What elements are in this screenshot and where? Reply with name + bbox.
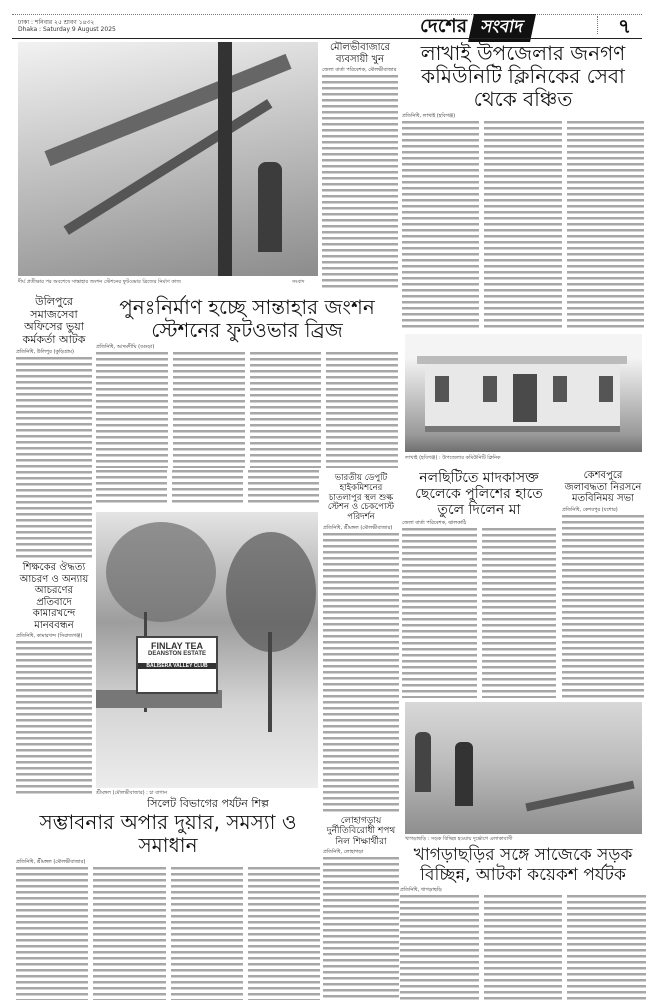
article-lohagara (323, 816, 399, 1000)
headline-teacher-protest: শিক্ষকের ঔদ্ধত্য আচরণ ও অন্যায় আচরণের প্রতিবাদে কামারখন্দে মানববন্ধন (19, 562, 89, 631)
byline-keshabpur: প্রতিনিধি, কেশবপুর (যশোর) (562, 506, 618, 513)
article-body-santahar-continued (248, 470, 319, 506)
headline-khagrachari: খাগড়াছড়ির সঙ্গে সাজেকে সড়ক বিচ্ছিন্ন, আটকা কয়েকশ পর্যটক (413, 845, 633, 885)
article-teacher-protest (16, 562, 92, 794)
section-title-part1: দেশের (420, 15, 468, 37)
byline-chatlapur: প্রতিনিধি, শ্রীমঙ্গল (মৌলভীবাজার) (323, 524, 393, 531)
headline-nalchiti: নলছিটিতে মাদকাসক্ত ছেলেকে পুলিশের হাতে তুলে দিলেন মা (415, 470, 543, 519)
flooded-road-photo (405, 702, 642, 834)
article-body-santahar (96, 352, 398, 468)
sign-line-2: DEANSTON ESTATE (147, 651, 206, 657)
article-body-lohagara (323, 857, 399, 1000)
article-body-ulipur (16, 357, 92, 558)
community-clinic-photo (405, 334, 642, 452)
footbridge-photo (18, 42, 318, 276)
byline-tourism: প্রতিনিধি, শ্রীমঙ্গল (মৌলভীবাজার) (16, 858, 86, 865)
byline-khagrachari: প্রতিনিধি, খাগড়াছড়ি (400, 887, 442, 894)
headline-chatlapur: ভারতীয় ডেপুটি হাইকমিশনের চাতলাপুর স্থল শুল্ক স্টেশন ও চেকপোস্ট পরিদর্শন (327, 473, 395, 523)
byline-lakhai: প্রতিনিধি, লাখাই (হবিগঞ্জ) (402, 113, 456, 119)
article-khagrachari (400, 846, 646, 1000)
header-date-bn: ঢাকা : শনিবার ২৫ শ্রাবণ ১৪৩২ (18, 19, 95, 26)
tea-estate-photo (96, 512, 318, 788)
kicker-tourism: সিলেট বিভাগের পর্যটন শিল্প (147, 797, 269, 810)
footbridge-photo-caption: দীর্ঘ প্রতীক্ষার পর অবশেষে সান্তাহার জংশন স্টেশনের ফুটওভার ব্রিজের নির্মাণ কাজ (18, 279, 181, 285)
sign-line-3: BALISERA VALLEY CLUB (138, 663, 216, 669)
article-keshabpur (562, 470, 644, 698)
article-chatlapur (323, 474, 399, 812)
byline-lohagara: প্রতিনিধি, লোহাগড়া (323, 849, 364, 856)
header-rule (12, 38, 642, 39)
byline-teacher-protest: প্রতিনিধি, কামারখন্দ (সিরাজগঞ্জ) (16, 633, 83, 639)
page-number-divider (597, 16, 598, 34)
header-dotted-rule (12, 14, 642, 15)
article-body-lakhai (402, 121, 644, 330)
photo-credit: সংবাদ (292, 279, 305, 285)
article-tourism (16, 798, 320, 1000)
community-clinic-photo-caption: লাখাই (হবিগঞ্জ) : উপজেলার কমিউনিটি ক্লিনিক (405, 455, 501, 461)
article-body-santahar-continued (172, 470, 243, 506)
headline-tourism: সম্ভাবনার অপার দুয়ার, সমস্যা ও সমাধান (39, 809, 297, 857)
byline-santahar: প্রতিনিধি, আদমদীঘি (বগুড়া) (96, 344, 155, 350)
headline-santahar: পুনঃনির্মাণ হচ্ছে সান্তাহার জংশন স্টেশনের ফুটওভার ব্রিজ (119, 295, 375, 342)
article-body-khagrachari (400, 895, 646, 1000)
estate-sign (136, 636, 218, 694)
header-date-en: Dhaka : Saturday 9 August 2025 (18, 26, 116, 33)
sign-line-1: FINLAY TEA (150, 641, 203, 651)
section-title (420, 12, 533, 44)
flooded-road-photo-caption: খাগড়াছড়ি : সড়ক বিচ্ছিন্ন হওয়ায় দুর্ভোগে এলাকাবাসী (405, 836, 513, 842)
article-body-moulvibazar (322, 75, 398, 290)
article-body-nalchiti (402, 528, 556, 698)
article-moulvibazar (322, 42, 398, 290)
headline-moulvibazar: মৌলভীবাজারে ব্যবসায়ী খুন (329, 42, 391, 65)
article-nalchiti (402, 470, 556, 698)
article-lakhai (402, 42, 644, 330)
article-body-tourism (16, 867, 320, 1000)
headline-lakhai: লাখাই উপজেলার জনগণ কমিউনিটি ক্লিনিকের সেবা থেকে বঞ্চিত (420, 41, 626, 111)
tea-estate-photo-caption: শ্রীমঙ্গল (মৌলভীবাজার) : চা বাগান (96, 790, 168, 796)
byline-ulipur: প্রতিনিধি, উলিপুর (কুড়িগ্রাম) (16, 348, 74, 355)
article-ulipur (16, 296, 92, 558)
headline-keshabpur: কেশবপুরে জলাবদ্ধতা নিরসনে মতবিনিময় সভা (564, 470, 642, 504)
section-title-part2: সংবাদ (468, 14, 536, 42)
article-body-santahar-continued (96, 470, 167, 506)
page-number: ৭ (618, 14, 632, 38)
byline-moulvibazar: জেলা বার্তা পরিবেশক, মৌলভীবাজার (322, 67, 397, 73)
article-body-chatlapur (323, 533, 399, 812)
article-body-keshabpur (562, 515, 644, 699)
headline-ulipur: উলিপুরে সমাজসেবা অফিসের ভুয়া কর্মকর্তা আটক (22, 295, 86, 346)
headline-lohagara: লোহাগড়ায় দুর্নীতিবিরোধী শপথ নিল শিক্ষার্থীরা (326, 816, 396, 847)
article-body-teacher-protest (16, 641, 92, 794)
byline-nalchiti: জেলা বার্তা পরিবেশক, ঝালকাঠি (402, 520, 467, 527)
article-santahar (96, 296, 398, 468)
